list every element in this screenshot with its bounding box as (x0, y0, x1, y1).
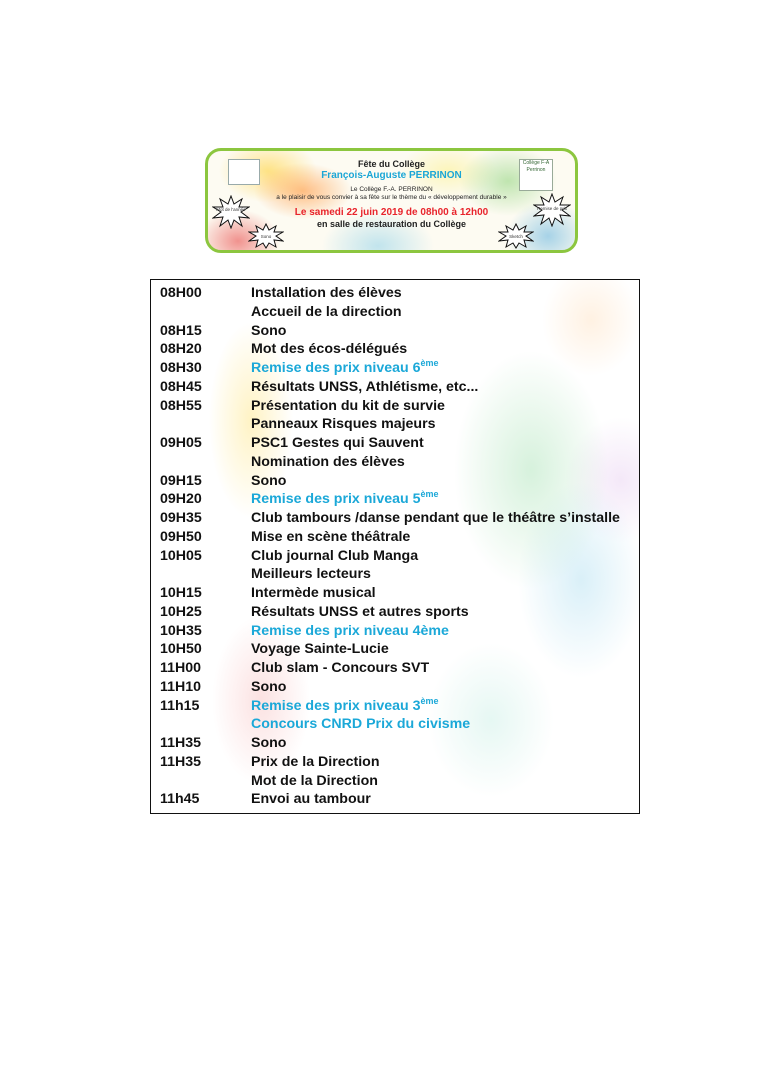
schedule-time: 10H05 (160, 547, 202, 564)
schedule-activity-text: Envoi au tambour (251, 791, 371, 808)
schedule-activity (251, 398, 445, 414)
schedule-activity-text: Nomination des élèves (251, 453, 405, 470)
schedule-activity-text: Présentation du kit de survie (251, 397, 445, 414)
ordinal-suffix: ème (420, 489, 439, 500)
banner-title: Fête du Collège (357, 159, 425, 169)
schedule-activity (251, 285, 402, 301)
starburst-icon (212, 195, 250, 229)
schedule-row (151, 304, 639, 323)
schedule-activity-text: Accueil de la direction (251, 303, 402, 320)
schedule-activity-text: Remise des prix niveau 6 (251, 360, 421, 376)
schedule-time: 09H20 (160, 491, 202, 508)
schedule-activity-text: Remise des prix niveau 4ème (251, 622, 449, 639)
schedule-time: 11H10 (160, 678, 202, 695)
schedule-row (151, 754, 639, 773)
ordinal-suffix: ème (420, 358, 439, 368)
schedule-activity-text: Voyage Sainte-Lucie (251, 641, 389, 658)
schedule-activity (251, 323, 286, 339)
schedule-activity (251, 304, 402, 320)
schedule-row (151, 529, 639, 548)
schedule-activity-text: Remise des prix niveau 3 (251, 697, 421, 714)
schedule-activity-text: Sono (251, 322, 287, 339)
schedule-activity (251, 360, 439, 376)
schedule-activity-text: Meilleurs lecteurs (251, 566, 371, 583)
schedule-time: 08H30 (160, 360, 202, 376)
schedule-activity (251, 716, 470, 732)
schedule-activity (251, 791, 371, 807)
schedule-activity-text: Sono (251, 678, 287, 695)
schedule-row (151, 660, 639, 679)
banner-place: en salle de restauration du Collège (316, 219, 467, 229)
banner-invite-line1: Le Collège F.-A. PERRINON (350, 186, 433, 193)
schedule-time: 11H35 (160, 753, 202, 770)
schedule-rows (151, 285, 639, 810)
schedule-activity-text: Prix de la Direction (251, 753, 380, 770)
schedule-activity-text: Intermède musical (251, 585, 376, 601)
schedule-row (151, 416, 639, 435)
schedule-time: 08H55 (160, 397, 202, 414)
schedule-time: 10H25 (160, 603, 202, 620)
schedule-activity (251, 416, 436, 432)
schedule-row (151, 473, 639, 492)
schedule-time: 10H50 (160, 641, 202, 658)
schedule-activity-text: Résultats UNSS et autres sports (251, 603, 469, 620)
schedule-activity (251, 585, 376, 601)
schedule-row (151, 285, 639, 304)
schedule-activity (251, 473, 286, 489)
schedule-row (151, 566, 639, 585)
schedule-activity-text: Mise en scène théâtrale (251, 528, 411, 545)
schedule-activity (251, 566, 371, 582)
schedule-activity (251, 491, 439, 507)
schedule-time: 10H35 (160, 622, 202, 639)
schedule-activity-text: Résultats UNSS, Athlétisme, etc... (251, 378, 479, 395)
schedule-activity (251, 341, 407, 357)
schedule-time: 08H15 (160, 322, 202, 339)
schedule-row (151, 379, 639, 398)
schedule-row (151, 360, 639, 379)
schedule-row (151, 716, 639, 735)
schedule-activity (251, 379, 478, 395)
schedule-activity-text: Installation des élèves (251, 285, 402, 301)
schedule-activity (251, 604, 469, 620)
schedule-activity-text: Remise des prix niveau 5 (251, 491, 421, 508)
starburst-icon (248, 223, 284, 249)
burst-label-2: Sono (260, 234, 272, 239)
schedule-time: 09H05 (160, 435, 202, 451)
schedule-activity (251, 679, 286, 695)
schedule-time: 10H15 (160, 585, 202, 601)
college-logo-text: Collège F-A Perrinon (522, 160, 550, 173)
schedule-row (151, 454, 639, 473)
ordinal-suffix: ème (420, 695, 439, 706)
banner-school-name: François-Auguste PERRINON (321, 170, 462, 181)
schedule-row (151, 641, 639, 660)
schedule-time: 11H00 (160, 660, 202, 676)
burst-label-3: Remise de prix (536, 206, 568, 211)
schedule-activity-text: Sono (251, 735, 287, 751)
schedule-activity-text: Panneaux Risques majeurs (251, 416, 436, 433)
schedule-time: 11H35 (160, 735, 202, 751)
schedule-row (151, 623, 639, 642)
event-banner (205, 148, 578, 253)
schedule-activity (251, 510, 620, 526)
schedule-row (151, 695, 639, 717)
schedule-time: 09H50 (160, 528, 202, 545)
starburst-icon (533, 193, 571, 227)
burst-label-4: Sketch (509, 234, 523, 239)
schedule-row (151, 323, 639, 342)
schedule-activity (251, 623, 449, 639)
schedule-time: 08H20 (160, 341, 202, 358)
schedule-activity (251, 641, 389, 657)
schedule-row (151, 548, 639, 567)
schedule-time: 08H00 (160, 285, 202, 301)
schedule-activity-text: Mot des écos-délégués (251, 341, 408, 358)
schedule-time: 11h15 (160, 697, 200, 714)
burst-label-1: Mot de l'année (216, 207, 246, 212)
banner-invite-line2: a le plaisir de vous convier à sa fête sur le thème du « développement durable » (276, 194, 507, 201)
schedule-activity-text: PSC1 Gestes qui Sauvent (251, 435, 424, 451)
schedule-row (151, 510, 639, 529)
schedule-activity (251, 695, 439, 714)
schedule-row (151, 604, 639, 623)
schedule-activity (251, 754, 380, 770)
schedule-row (151, 773, 639, 792)
schedule-activity-text: Club journal Club Manga (251, 547, 419, 564)
schedule-activity (251, 773, 378, 789)
schedule-time: 08H45 (160, 378, 202, 395)
schedule-row (151, 341, 639, 360)
schedule-row (151, 735, 639, 754)
schedule-activity (251, 735, 286, 751)
schedule-row (151, 435, 639, 454)
schedule-time: 11h45 (160, 791, 200, 808)
schedule-row (151, 398, 639, 417)
schedule-activity (251, 660, 429, 676)
schedule-activity-text: Sono (251, 472, 287, 489)
schedule-row (151, 585, 639, 604)
banner-date: Le samedi 22 juin 2019 de 08h00 à 12h00 (294, 207, 489, 218)
schedule-row (151, 679, 639, 698)
schedule-row (151, 491, 639, 510)
schedule-activity-text: Club tambours /danse pendant que le théâtre s’installe (251, 510, 620, 526)
schedule-activity (251, 454, 405, 470)
schedule-table (150, 279, 640, 814)
schedule-activity (251, 529, 410, 545)
schedule-time: 09H15 (160, 472, 202, 489)
starburst-icon (498, 223, 534, 249)
schedule-row (151, 791, 639, 810)
schedule-activity (251, 435, 424, 451)
schedule-activity-text: Club slam - Concours SVT (251, 660, 430, 676)
schedule-activity-text: Mot de la Direction (251, 772, 378, 789)
schedule-activity (251, 548, 418, 564)
schedule-time: 09H35 (160, 510, 202, 526)
schedule-activity-text: Concours CNRD Prix du civisme (251, 716, 471, 733)
